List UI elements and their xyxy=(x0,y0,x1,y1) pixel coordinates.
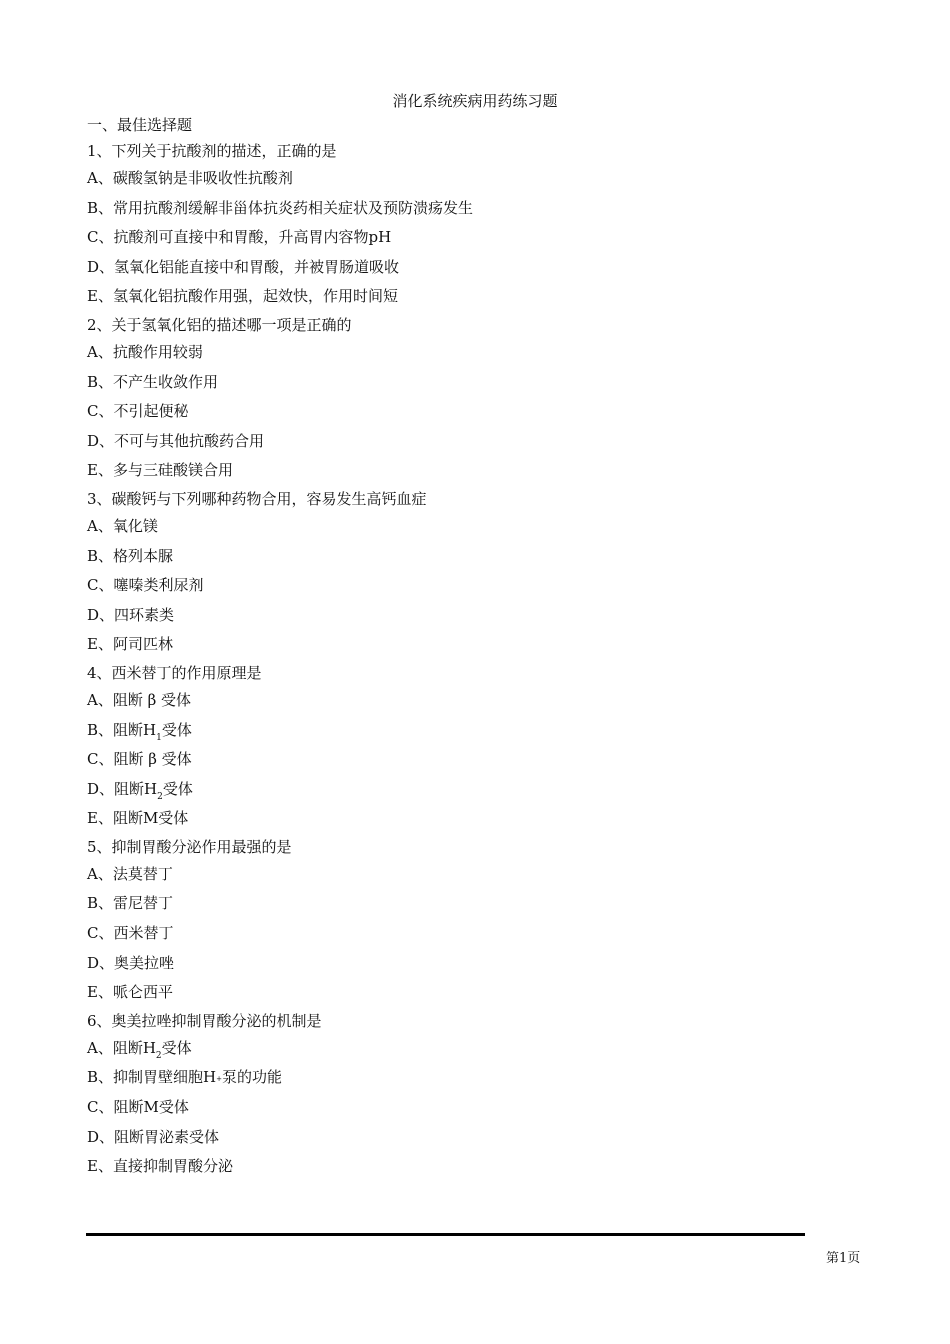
subscript: 2 xyxy=(157,791,163,802)
answer-option: A、阻断 β 受体 xyxy=(87,690,192,709)
answer-option: C、噻嗪类利尿剂 xyxy=(87,576,204,595)
answer-option: C、阻断M受体 xyxy=(87,1098,189,1117)
question-stem: 5、抑制胃酸分泌作用最强的是 xyxy=(87,837,292,856)
document-title: 消化系统疾病用药练习题 xyxy=(392,92,558,110)
answer-option xyxy=(87,716,847,746)
answer-option: D、氢氧化铝能直接中和胃酸，并被胃肠道吸收 xyxy=(87,257,400,276)
answer-option: A、碳酸氢钠是非吸收性抗酸剂 xyxy=(87,169,293,187)
answer-option: E、阻断M受体 xyxy=(87,809,189,828)
answer-option: C、阻断 β 受体 xyxy=(87,750,192,769)
option-text-suffix: 受体 xyxy=(162,779,193,798)
question-stem: 3、碳酸钙与下列哪种药物合用，容易发生高钙血症 xyxy=(87,489,427,508)
answer-option xyxy=(87,775,847,805)
subscript: 1 xyxy=(156,732,162,743)
answer-option: C、西米替丁 xyxy=(87,924,174,943)
option-text: D、阻断H xyxy=(87,779,158,798)
question-stem: 6、奥美拉唑抑制胃酸分泌的机制是 xyxy=(87,1011,322,1030)
answer-option: E、氢氧化铝抗酸作用强，起效快，作用时间短 xyxy=(87,287,398,306)
answer-option: C、抗酸剂可直接中和胃酸，升高胃内容物pH xyxy=(87,228,392,247)
page-number: 第1页 xyxy=(826,1251,861,1266)
answer-option: A、氧化镁 xyxy=(87,516,158,535)
superscript: + xyxy=(216,1075,222,1084)
answer-option: E、阿司匹林 xyxy=(87,635,173,654)
option-text-suffix: 受体 xyxy=(161,1038,192,1057)
option-text: A、阻断H xyxy=(87,1038,156,1057)
question-stem: 4、西米替丁的作用原理是 xyxy=(87,663,262,682)
answer-option: D、奥美拉唑 xyxy=(87,953,175,972)
answer-option: C、不引起便秘 xyxy=(87,402,189,421)
option-text-suffix: 泵的功能 xyxy=(221,1068,282,1087)
answer-option: E、多与三硅酸镁合用 xyxy=(87,461,233,480)
option-text-suffix: 受体 xyxy=(161,720,192,739)
answer-option: B、雷尼替丁 xyxy=(87,894,174,913)
question-stem: 1、下列关于抗酸剂的描述，正确的是 xyxy=(87,142,337,160)
answer-option: D、不可与其他抗酸药合用 xyxy=(87,431,265,450)
answer-option: E、哌仑西平 xyxy=(87,983,173,1002)
answer-option: A、法莫替丁 xyxy=(87,864,173,883)
answer-option: B、常用抗酸剂缓解非甾体抗炎药相关症状及预防溃疡发生 xyxy=(87,198,474,217)
option-text: B、阻断H xyxy=(87,720,157,739)
section-heading: 一、最佳选择题 xyxy=(87,116,193,134)
answer-option xyxy=(87,1063,847,1093)
answer-option: B、格列本脲 xyxy=(87,546,174,565)
document-body xyxy=(87,112,847,1182)
answer-option: B、不产生收敛作用 xyxy=(87,372,219,391)
answer-option xyxy=(87,1034,847,1064)
answer-option: D、阻断胃泌素受体 xyxy=(87,1127,220,1146)
subscript: 2 xyxy=(155,1050,162,1061)
answer-option: A、抗酸作用较弱 xyxy=(87,342,203,361)
footer-divider xyxy=(86,1233,805,1236)
answer-option: D、四环素类 xyxy=(87,605,175,624)
option-text: B、抑制胃壁细胞H xyxy=(87,1068,217,1087)
question-stem: 2、关于氢氧化铝的描述哪一项是正确的 xyxy=(87,315,352,334)
answer-option: E、直接抑制胃酸分泌 xyxy=(87,1157,233,1176)
